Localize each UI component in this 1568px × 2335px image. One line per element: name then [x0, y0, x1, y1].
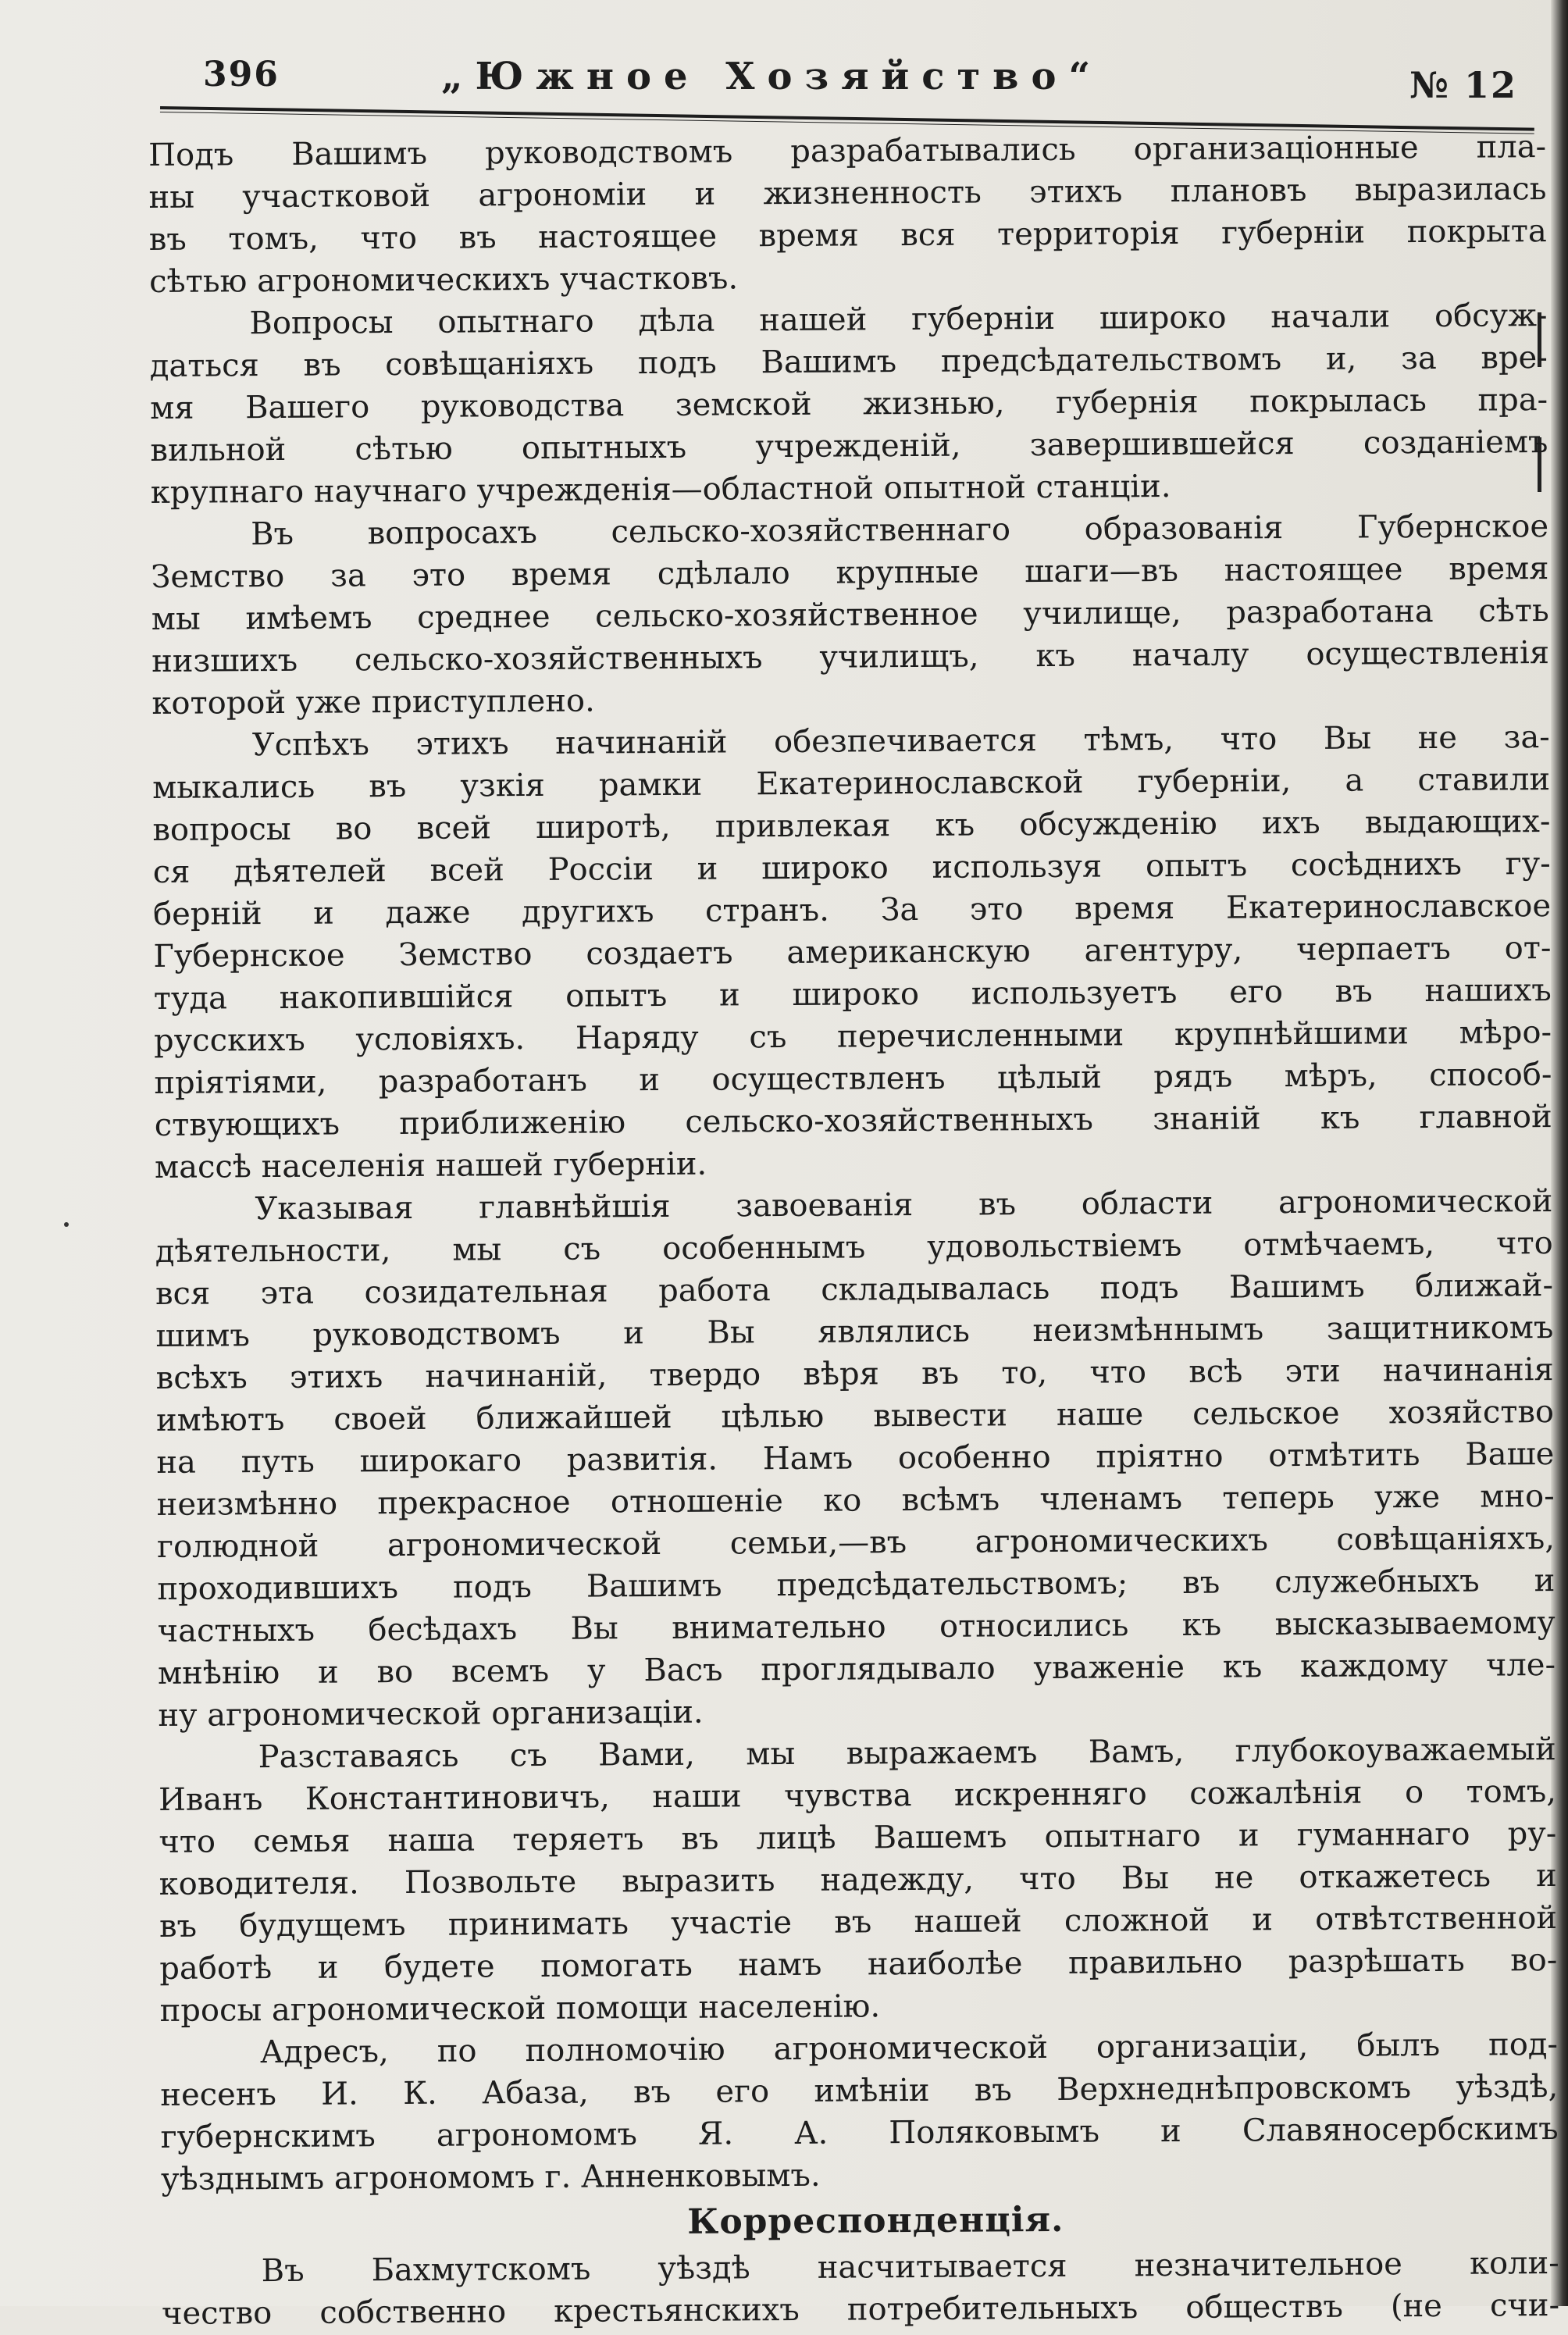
text-line: въ томъ, что въ настоящее время вся территорія губерніи покрыта	[148, 213, 1547, 258]
text-line: уѣзднымъ агрономомъ г. Анненковымъ.	[160, 2157, 821, 2198]
text-line: берній и даже другихъ странъ. За это время Екатеринославское	[152, 888, 1552, 932]
text-line: которой уже приступлено.	[151, 683, 595, 722]
text-line: Указывая главнѣйшія завоеванія въ области агрономической	[255, 1183, 1553, 1228]
text-line: массѣ населенія нашей губерніи.	[154, 1146, 707, 1185]
text-line: мыкались въ узкія рамки Екатеринославской губерніи, а ставили	[151, 761, 1551, 806]
text-line: ся дѣятелей всей Россіи и широко используя опытъ сосѣднихъ гу-	[152, 846, 1551, 890]
text-line: на путь широкаго развитія. Намъ особенно пріятно отмѣтить Ваше	[156, 1436, 1555, 1481]
text-line: шимъ руководствомъ и Вы являлись неизмѣннымъ защитникомъ	[155, 1310, 1554, 1354]
text-line: даться въ совѣщаніяхъ подъ Вашимъ предсѣдательствомъ и, за вре-	[149, 340, 1548, 384]
text-line: Губернское Земство создаетъ американскую агентуру, черпаетъ от-	[153, 930, 1552, 975]
text-line: русскихъ условіяхъ. Наряду съ перечисленными крупнѣйшими мѣро-	[153, 1014, 1552, 1059]
text-line: ны участковой агрономіи и жизненность этихъ плановъ выразилась	[148, 171, 1547, 216]
text-line: Адресъ, по полномочію агрономической организаціи, былъ под-	[259, 2027, 1559, 2071]
ink-speck	[64, 1222, 69, 1227]
text-line: ководителя. Позвольте выразить надежду, что Вы не откажетесь и	[159, 1858, 1557, 1902]
text-line: Разставаясь съ Вами, мы выражаемъ Вамъ, глубокоуважаемый	[258, 1731, 1556, 1776]
text-line: Въ Бахмутскомъ уѣздѣ насчитывается незначительное коли-	[261, 2245, 1559, 2290]
text-line: Подъ Вашимъ руководствомъ разрабатывались организаціонные пла-	[148, 129, 1547, 173]
article-body	[148, 126, 1559, 2335]
text-line: ну агрономической организаціи.	[158, 1694, 704, 1734]
text-line: вильной сѣтью опытныхъ учрежденій, завершившейся созданіемъ	[150, 424, 1548, 469]
text-line: вся эта созидательная работа складывалась подъ Вашимъ ближай-	[155, 1267, 1554, 1312]
text-line: Иванъ Константиновичъ, наши чувства искренняго сожалѣнія о томъ,	[158, 1774, 1557, 1818]
text-line: проходившихъ подъ Вашимъ предсѣдательствомъ; въ служебныхъ и	[157, 1563, 1556, 1607]
text-line: что семья наша теряетъ въ лицѣ Вашемъ опытнаго и гуманнаго ру-	[159, 1816, 1557, 1860]
text-line: имѣютъ своей ближайшей цѣлью вывести наше сельское хозяйство	[155, 1394, 1555, 1438]
journal-title: „Южное Хозяйство“	[441, 55, 1103, 98]
text-line: въ будущемъ принимать участіе въ нашей сложной и отвѣтственной	[159, 1900, 1558, 1945]
text-line: ствующихъ приближенію сельско-хозяйственныхъ знаній къ главной	[154, 1099, 1552, 1143]
text-line: вопросы во всей широтѣ, привлекая къ обсужденію ихъ выдающих-	[152, 804, 1551, 848]
text-line: просы агрономической помощи населенію.	[159, 1988, 881, 2029]
text-line: дѣятельности, мы съ особеннымъ удовольствіемъ отмѣчаемъ, что	[155, 1225, 1553, 1270]
text-line: Земство за это время сдѣлало крупные шаги—въ настоящее время	[151, 551, 1549, 595]
text-line: работѣ и будете помогать намъ наиболѣе правильно разрѣшать во-	[159, 1942, 1558, 1987]
text-line: неизмѣнно прекрасное отношеніе ко всѣмъ членамъ теперь уже мно-	[156, 1478, 1555, 1523]
text-line: губернскимъ агрономомъ Я. А. Поляковымъ и Славяносербскимъ	[160, 2111, 1559, 2155]
text-line: мы имѣемъ среднее сельско-хозяйственное училище, разработана сѣть	[151, 593, 1549, 637]
text-line: мя Вашего руководства земской жизнью, губернія покрылась пра-	[150, 382, 1548, 426]
running-header	[160, 55, 1534, 114]
section-heading: Корреспонденція.	[687, 2199, 1064, 2242]
text-line: Успѣхъ этихъ начинаній обезпечивается тѣмъ, что Вы не за-	[251, 719, 1550, 764]
text-line: крупнаго научнаго учрежденія—областной опытной станціи.	[150, 469, 1171, 511]
text-line: Вопросы опытнаго дѣла нашей губерніи широко начали обсуж-	[249, 298, 1548, 342]
text-line: частныхъ бесѣдахъ Вы внимательно относились къ высказываемому	[157, 1605, 1556, 1649]
issue-number: № 12	[1409, 64, 1518, 106]
text-line: Въ вопросахъ сельско-хозяйственнаго образованія Губернское	[250, 508, 1549, 553]
text-line: низшихъ сельско-хозяйственныхъ училищъ, къ началу осуществленія	[151, 635, 1550, 679]
text-line: сѣтью агрономическихъ участковъ.	[149, 260, 739, 300]
text-line: всѣхъ этихъ начинаній, твердо вѣря въ то, что всѣ эти начинанія	[155, 1352, 1554, 1396]
text-line: туда накопившійся опытъ и широко используетъ его въ нашихъ	[153, 972, 1552, 1017]
text-line: пріятіями, разработанъ и осуществленъ цѣлый рядъ мѣръ, способ-	[154, 1057, 1552, 1101]
page-number: 396	[203, 55, 280, 94]
text-line: мнѣнію и во всемъ у Васъ проглядывало уваженіе къ каждому чле-	[157, 1647, 1556, 1692]
text-line: несенъ И. К. Абаза, въ его имѣніи въ Верхнеднѣпровскомъ уѣздѣ,	[160, 2069, 1559, 2113]
text-line: голюдной агрономической семьи,—въ агрономическихъ совѣщаніяхъ,	[156, 1520, 1556, 1565]
text-line: чество собственно крестьянскихъ потребительныхъ обществъ (не счи-	[161, 2287, 1560, 2332]
